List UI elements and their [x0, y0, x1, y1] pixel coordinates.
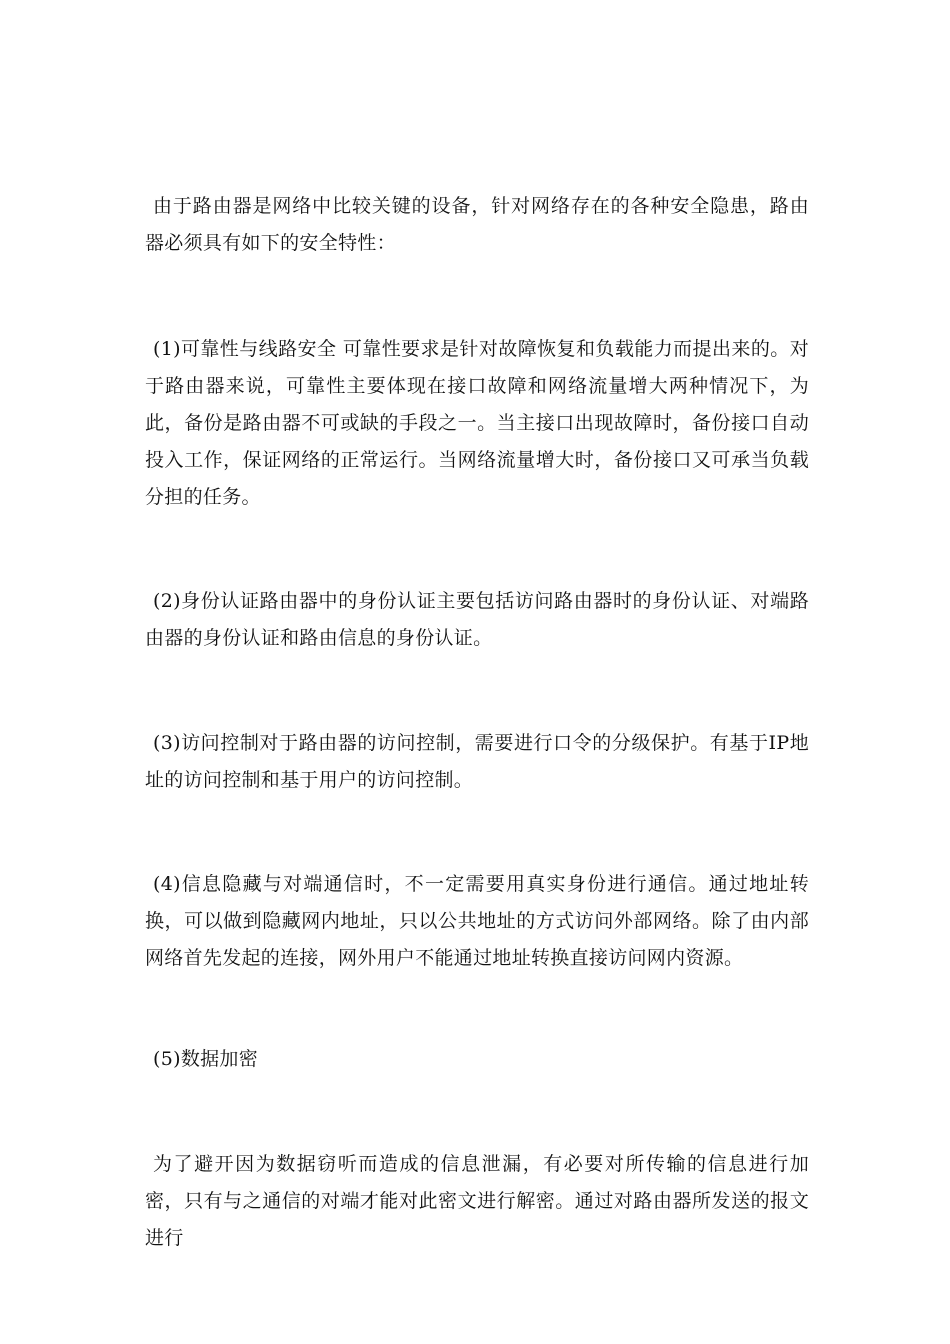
access-control-paragraph: (3)访问控制对于路由器的访问控制，需要进行口令的分级保护。有基于IP地址的访问控制和基于用户的访问控制。	[145, 732, 809, 791]
information-hiding-paragraph: (4)信息隐藏与对端通信时，不一定需要用真实身份进行通信。通过地址转换，可以做到隐藏网内地址，只以公共地址的方式访问外部网络。除了由内部网络首先发起的连接，网外用户不能通过地址转换直接访问网内资源。	[145, 873, 809, 969]
data-encryption-heading: (5)数据加密	[153, 1048, 259, 1070]
encryption-paragraph: 为了避开因为数据窃听而造成的信息泄漏，有必要对所传输的信息进行加密，只有与之通信的对端才能对此密文进行解密。通过对路由器所发送的报文进行	[145, 1153, 809, 1249]
intro-paragraph: 由于路由器是网络中比较关键的设备，针对网络存在的各种安全隐患，路由器必须具有如下的安全特性：	[145, 195, 809, 254]
authentication-paragraph: (2)身份认证路由器中的身份认证主要包括访问路由器时的身份认证、对端路由器的身份认证和路由信息的身份认证。	[145, 590, 809, 649]
reliability-paragraph: (1)可靠性与线路安全 可靠性要求是针对故障恢复和负载能力而提出来的。对于路由器来说，可靠性主要体现在接口故障和网络流量增大两种情况下，为此，备份是路由器不可或缺的手段之一。当主接口出现故障时，备份接口自动投入工作，保证网络的正常运行。当网络流量增大时，备份接口又可承当负载分担的任务。	[145, 338, 809, 508]
